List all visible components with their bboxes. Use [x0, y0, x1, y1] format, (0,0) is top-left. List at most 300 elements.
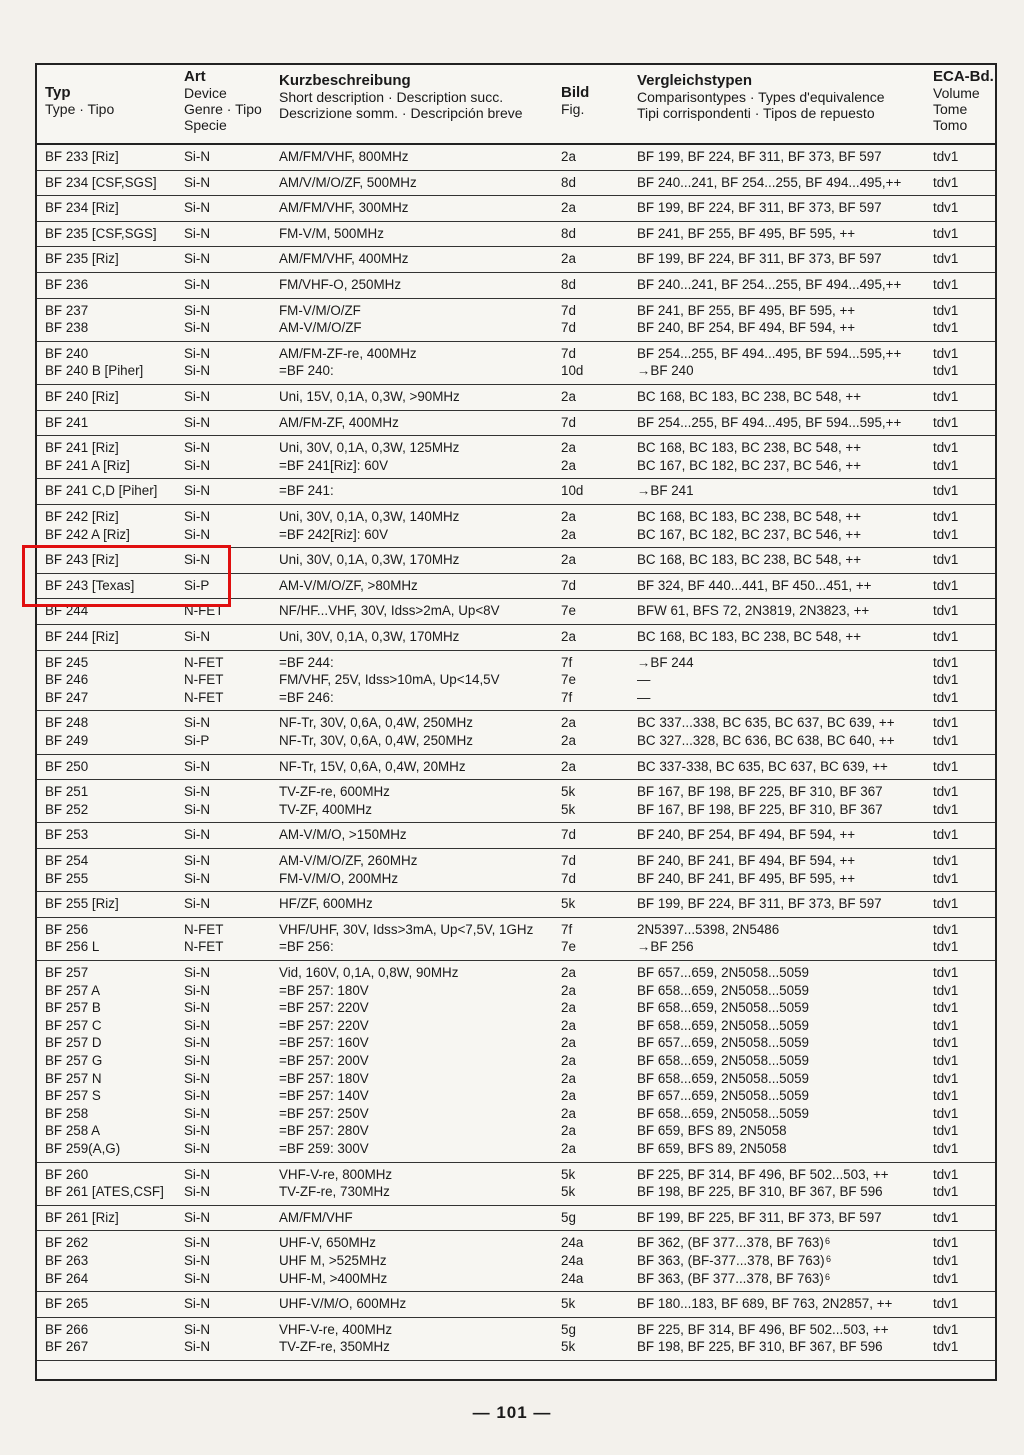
cell-equivalents: BF 659, BFS 89, 2N5058: [637, 1123, 787, 1139]
cell-volume: tdv1: [933, 784, 959, 800]
table-row: [37, 1183, 995, 1201]
table-row: [37, 508, 995, 526]
cell-device: Si-N: [184, 320, 211, 336]
cell-type: BF 249: [45, 732, 89, 748]
table-row-group: [37, 145, 995, 171]
table-row-group: [37, 342, 995, 385]
cell-type: BF 257 D: [45, 1035, 102, 1051]
cell-volume: tdv1: [933, 1000, 959, 1016]
cell-device: Si-N: [184, 1209, 211, 1225]
table-row: [37, 1252, 995, 1270]
cell-figure: 7d: [561, 414, 576, 430]
table-row: [37, 1338, 995, 1356]
table-row-group: [37, 171, 995, 197]
cell-description: TV-ZF, 400MHz: [279, 801, 373, 817]
cell-description: Vid, 160V, 0,1A, 0,8W, 90MHz: [279, 965, 459, 980]
cell-volume: tdv1: [933, 870, 959, 886]
table-row: [37, 689, 995, 707]
cell-description: AM-V/M/O, >150MHz: [279, 827, 407, 843]
cell-device: Si-N: [184, 965, 211, 980]
cell-type: BF 243 [Riz]: [45, 552, 119, 568]
cell-equivalents: BF 658...659, 2N5058...5059: [637, 1000, 809, 1016]
cell-description: =BF 241:: [279, 483, 334, 499]
cell-figure: 2a: [561, 389, 576, 404]
table-row: [37, 199, 995, 217]
table-row: [37, 174, 995, 192]
cell-description: =BF 257: 180V: [279, 1070, 369, 1086]
cell-volume: tdv1: [933, 689, 959, 705]
table-row: [37, 148, 995, 166]
cell-type: BF 265: [45, 1296, 89, 1312]
cell-figure: 7d: [561, 853, 576, 868]
cell-equivalents: —: [637, 672, 651, 688]
cell-type: BF 234 [CSF,SGS]: [45, 174, 157, 190]
cell-equivalents: 2N5397...5398, 2N5486: [637, 921, 780, 937]
table-row: [37, 319, 995, 337]
cell-equivalents: BF 167, BF 198, BF 225, BF 310, BF 367: [637, 784, 883, 800]
cell-equivalents: BF 658...659, 2N5058...5059: [637, 1017, 809, 1033]
cell-equivalents: BF 658...659, 2N5058...5059: [637, 1105, 809, 1121]
cell-device: N-FET: [184, 939, 224, 955]
cell-figure: 2a: [561, 1141, 576, 1156]
cell-description: =BF 257: 160V: [279, 1035, 369, 1051]
cell-type: BF 266: [45, 1321, 89, 1337]
table-row: [37, 362, 995, 380]
cell-volume: tdv1: [933, 921, 959, 937]
cell-device: Si-N: [184, 870, 211, 886]
cell-figure: 2a: [561, 200, 576, 216]
cell-figure: 2a: [561, 629, 576, 644]
footnote-marker: 6: [825, 1271, 831, 1282]
cell-type: BF 260: [45, 1166, 89, 1182]
cell-figure: 24a: [561, 1252, 584, 1268]
table-row: [37, 938, 995, 956]
cell-type: BF 252: [45, 801, 89, 817]
cell-description: =BF 256:: [279, 939, 334, 955]
cell-figure: 2a: [561, 965, 576, 980]
cell-volume: tdv1: [933, 277, 959, 292]
cell-device: N-FET: [184, 921, 224, 937]
cell-device: Si-N: [184, 629, 211, 644]
cell-figure: 2a: [561, 758, 576, 774]
cell-equivalents: BF 180...183, BF 689, BF 763, 2N2857, ++: [637, 1296, 893, 1312]
table-row: [37, 628, 995, 646]
cell-volume: tdv1: [933, 1017, 959, 1033]
table-row: [37, 457, 995, 475]
cell-volume: tdv1: [933, 982, 959, 998]
footnote-marker: 6: [826, 1253, 832, 1264]
cell-volume: tdv1: [933, 1184, 959, 1200]
cell-volume: tdv1: [933, 251, 959, 267]
cell-device: Si-P: [184, 732, 210, 748]
cell-type: BF 257 A: [45, 982, 101, 998]
cell-type: BF 237: [45, 302, 89, 318]
cell-equivalents: BC 168, BC 183, BC 238, BC 548, ++: [637, 440, 862, 456]
table-row-group: [37, 961, 995, 1163]
cell-description: TV-ZF-re, 600MHz: [279, 784, 390, 800]
cell-figure: 2a: [561, 149, 576, 164]
table-row: [37, 439, 995, 457]
cell-volume: tdv1: [933, 345, 959, 361]
header-vergleich: Vergleichstypen Comparisontypes · Types d'equivalence Tipi corrispondenti · Tipos de repuesto: [637, 72, 885, 121]
cell-type: BF 240: [45, 345, 89, 361]
table-row-group: [37, 892, 995, 918]
cell-description: UHF-M, >400MHz: [279, 1270, 388, 1286]
table-row: [37, 414, 995, 432]
cell-device: N-FET: [184, 689, 224, 705]
cell-equivalents: →BF 256: [637, 939, 694, 955]
cell-volume: tdv1: [933, 1123, 959, 1139]
table-row: [37, 870, 995, 888]
cell-equivalents: BF 241, BF 255, BF 495, BF 595, ++: [637, 225, 856, 241]
datasheet-table: [35, 63, 997, 1381]
cell-type: BF 242 [Riz]: [45, 509, 119, 524]
cell-equivalents: BF 657...659, 2N5058...5059: [637, 1088, 809, 1104]
table-row: [37, 302, 995, 320]
cell-device: Si-N: [184, 1184, 211, 1200]
cell-description: AM-V/M/O/ZF: [279, 320, 362, 336]
table-row-group: [37, 299, 995, 342]
cell-device: Si-N: [184, 1000, 211, 1016]
cell-equivalents: —: [637, 689, 651, 705]
cell-equivalents: BC 168, BC 183, BC 238, BC 548, ++: [637, 389, 862, 404]
cell-equivalents: BC 168, BC 183, BC 238, BC 548, ++: [637, 552, 862, 568]
cell-equivalents: BF 658...659, 2N5058...5059: [637, 1070, 809, 1086]
cell-device: Si-N: [184, 827, 211, 843]
cell-device: Si-N: [184, 174, 211, 190]
cell-device: Si-N: [184, 526, 211, 542]
cell-figure: 7d: [561, 870, 576, 886]
cell-device: Si-N: [184, 1123, 211, 1139]
cell-device: Si-N: [184, 483, 211, 499]
cell-type: BF 244 [Riz]: [45, 629, 119, 644]
table-row: [37, 758, 995, 776]
cell-volume: tdv1: [933, 509, 959, 524]
cell-volume: tdv1: [933, 1270, 959, 1286]
header-typ: Typ Type · Tipo: [45, 84, 115, 117]
cell-equivalents: BF 363, (BF 377...378, BF 763): [637, 1270, 824, 1286]
cell-description: =BF 257: 220V: [279, 1017, 369, 1033]
cell-description: NF/HF...VHF, 30V, Idss>2mA, Up<8V: [279, 603, 500, 619]
cell-equivalents: BF 658...659, 2N5058...5059: [637, 1053, 809, 1068]
cell-equivalents: BF 240, BF 241, BF 495, BF 595, ++: [637, 870, 856, 886]
cell-figure: 8d: [561, 225, 576, 241]
cell-volume: tdv1: [933, 200, 959, 216]
cell-device: Si-N: [184, 1035, 211, 1051]
cell-figure: 8d: [561, 277, 576, 292]
cell-description: AM/FM-ZF, 400MHz: [279, 414, 399, 430]
cell-description: AM-V/M/O/ZF, >80MHz: [279, 577, 418, 593]
table-row-group: [37, 505, 995, 548]
cell-equivalents: BC 327...328, BC 636, BC 638, BC 640, ++: [637, 732, 895, 748]
cell-type: BF 255 [Riz]: [45, 896, 119, 912]
cell-figure: 7d: [561, 320, 576, 336]
cell-volume: tdv1: [933, 732, 959, 748]
cell-volume: tdv1: [933, 896, 959, 912]
cell-type: BF 257: [45, 965, 89, 980]
cell-volume: tdv1: [933, 440, 959, 456]
cell-equivalents: BF 254...255, BF 494...495, BF 594...595,++: [637, 345, 902, 361]
cell-volume: tdv1: [933, 939, 959, 955]
cell-description: NF-Tr, 30V, 0,6A, 0,4W, 250MHz: [279, 732, 473, 748]
cell-type: BF 257 S: [45, 1088, 101, 1104]
table-row: [37, 482, 995, 500]
cell-device: Si-N: [184, 414, 211, 430]
cell-equivalents: BF 241, BF 255, BF 495, BF 595, ++: [637, 302, 856, 318]
table-row: [37, 225, 995, 243]
cell-figure: 5k: [561, 784, 576, 800]
cell-figure: 5k: [561, 1184, 576, 1200]
cell-device: Si-N: [184, 389, 211, 404]
cell-device: Si-N: [184, 363, 211, 379]
cell-description: Uni, 15V, 0,1A, 0,3W, >90MHz: [279, 389, 460, 404]
cell-figure: 2a: [561, 440, 576, 456]
cell-figure: 2a: [561, 1070, 576, 1086]
table-row: [37, 1166, 995, 1184]
cell-volume: tdv1: [933, 302, 959, 318]
cell-figure: 7d: [561, 827, 576, 843]
cell-description: FM-V/M/O, 200MHz: [279, 870, 399, 886]
header-kurz: Kurzbeschreibung Short description · Description succ. Descrizione somm. · Descripción breve: [279, 72, 523, 121]
cell-type: BF 235 [CSF,SGS]: [45, 225, 157, 241]
cell-type: BF 246: [45, 672, 89, 688]
table-row-group: [37, 479, 995, 505]
cell-figure: 7e: [561, 603, 576, 619]
table-row-group: [37, 651, 995, 712]
cell-equivalents: BF 198, BF 225, BF 310, BF 367, BF 596: [637, 1339, 883, 1355]
cell-description: =BF 257: 200V: [279, 1053, 369, 1068]
table-row-group: [37, 1163, 995, 1206]
cell-device: Si-N: [184, 302, 211, 318]
cell-type: BF 258 A: [45, 1123, 101, 1139]
cell-description: UHF-V, 650MHz: [279, 1235, 376, 1251]
cell-equivalents: BC 167, BC 182, BC 237, BC 546, ++: [637, 526, 862, 542]
cell-volume: tdv1: [933, 1339, 959, 1355]
table-row-group: [37, 222, 995, 248]
cell-description: =BF 257: 220V: [279, 1000, 369, 1016]
cell-type: BF 235 [Riz]: [45, 251, 119, 267]
footnote-marker: 6: [825, 1236, 831, 1247]
cell-device: N-FET: [184, 672, 224, 688]
cell-figure: 5k: [561, 1296, 576, 1312]
header-art: Art Device Genre · Tipo Specie: [184, 68, 262, 133]
cell-figure: 5k: [561, 1339, 576, 1355]
cell-type: BF 254: [45, 853, 89, 868]
cell-equivalents: →BF 240: [637, 363, 694, 379]
cell-figure: 2a: [561, 509, 576, 524]
table-row: [37, 1140, 995, 1158]
table-row-group: [37, 385, 995, 411]
cell-description: =BF 242[Riz]: 60V: [279, 526, 389, 542]
cell-volume: tdv1: [933, 629, 959, 644]
table-row: [37, 1052, 995, 1070]
cell-device: Si-N: [184, 1105, 211, 1121]
cell-description: UHF M, >525MHz: [279, 1252, 387, 1268]
table-row: [37, 1295, 995, 1313]
page-number: — 101 —: [472, 1403, 552, 1422]
cell-figure: 7d: [561, 345, 576, 361]
cell-volume: tdv1: [933, 552, 959, 568]
cell-equivalents: BF 167, BF 198, BF 225, BF 310, BF 367: [637, 801, 883, 817]
cell-equivalents: BF 240, BF 254, BF 494, BF 594, ++: [637, 827, 856, 843]
cell-description: UHF-V/M/O, 600MHz: [279, 1296, 407, 1312]
cell-figure: 7e: [561, 939, 576, 955]
cell-figure: 5k: [561, 896, 576, 912]
cell-volume: tdv1: [933, 1088, 959, 1104]
cell-type: BF 264: [45, 1270, 89, 1286]
cell-figure: 2a: [561, 251, 576, 267]
cell-equivalents: →BF 244: [637, 654, 694, 670]
cell-figure: 2a: [561, 1035, 576, 1051]
cell-volume: tdv1: [933, 1070, 959, 1086]
table-row: [37, 388, 995, 406]
cell-volume: tdv1: [933, 603, 959, 619]
cell-type: BF 240 B [Piher]: [45, 363, 144, 379]
cell-description: NF-Tr, 30V, 0,6A, 0,4W, 250MHz: [279, 715, 473, 731]
cell-device: Si-N: [184, 1339, 211, 1355]
table-row-group: [37, 1231, 995, 1292]
cell-type: BF 241 C,D [Piher]: [45, 483, 158, 499]
cell-device: Si-N: [184, 225, 211, 241]
cell-volume: tdv1: [933, 526, 959, 542]
table-row-group: [37, 711, 995, 754]
cell-description: =BF 240:: [279, 363, 334, 379]
table-row: [37, 1017, 995, 1035]
table-row-group: [37, 1206, 995, 1232]
cell-description: TV-ZF-re, 350MHz: [279, 1339, 390, 1355]
cell-equivalents: BF 225, BF 314, BF 496, BF 502...503, ++: [637, 1166, 889, 1182]
cell-description: FM-V/M, 500MHz: [279, 225, 384, 241]
cell-description: =BF 246:: [279, 689, 334, 705]
cell-type: BF 241 A [Riz]: [45, 457, 130, 473]
cell-equivalents: BF 198, BF 225, BF 310, BF 367, BF 596: [637, 1184, 883, 1200]
cell-figure: 2a: [561, 1123, 576, 1139]
table-row-group: [37, 1292, 995, 1318]
cell-device: Si-N: [184, 251, 211, 267]
cell-volume: tdv1: [933, 1252, 959, 1268]
cell-type: BF 241: [45, 414, 89, 430]
cell-description: =BF 257: 250V: [279, 1105, 369, 1121]
cell-equivalents: BF 657...659, 2N5058...5059: [637, 1035, 809, 1051]
cell-figure: 24a: [561, 1235, 584, 1251]
cell-volume: tdv1: [933, 1209, 959, 1225]
cell-volume: tdv1: [933, 1035, 959, 1051]
cell-type: BF 250: [45, 758, 89, 774]
table-row: [37, 982, 995, 1000]
table-row: [37, 250, 995, 268]
cell-type: BF 234 [Riz]: [45, 200, 119, 216]
cell-equivalents: BF 324, BF 440...441, BF 450...451, ++: [637, 577, 872, 593]
cell-type: BF 257 B: [45, 1000, 101, 1016]
cell-device: Si-N: [184, 1235, 211, 1251]
cell-description: AM/V/M/O/ZF, 500MHz: [279, 174, 417, 190]
table-row-group: [37, 625, 995, 651]
cell-description: VHF-V-re, 800MHz: [279, 1166, 393, 1182]
table-row: [37, 964, 995, 982]
cell-description: =BF 257: 280V: [279, 1123, 369, 1139]
cell-figure: 2a: [561, 982, 576, 998]
cell-type: BF 261 [ATES,CSF]: [45, 1184, 164, 1200]
cell-figure: 5k: [561, 801, 576, 817]
cell-figure: 7e: [561, 672, 576, 688]
cell-equivalents: BF 363, (BF-377...378, BF 763): [637, 1252, 825, 1268]
cell-type: BF 243 [Texas]: [45, 577, 135, 593]
cell-figure: 10d: [561, 483, 584, 499]
table-row-group: [37, 196, 995, 222]
table-row: [37, 826, 995, 844]
cell-type: BF 257 G: [45, 1053, 103, 1068]
cell-figure: 5g: [561, 1321, 576, 1337]
table-row: [37, 921, 995, 939]
cell-device: Si-N: [184, 1017, 211, 1033]
table-row: [37, 1321, 995, 1339]
cell-equivalents: BF 199, BF 224, BF 311, BF 373, BF 597: [637, 149, 882, 164]
cell-device: Si-N: [184, 1166, 211, 1182]
cell-description: AM/FM/VHF: [279, 1209, 353, 1225]
cell-description: HF/ZF, 600MHz: [279, 896, 373, 912]
cell-device: Si-N: [184, 509, 211, 524]
cell-figure: 2a: [561, 715, 576, 731]
table-row-group: [37, 849, 995, 892]
cell-type: BF 267: [45, 1339, 89, 1355]
cell-volume: tdv1: [933, 1166, 959, 1182]
cell-device: Si-N: [184, 1088, 211, 1104]
cell-figure: 2a: [561, 526, 576, 542]
table-row: [37, 1270, 995, 1288]
cell-figure: 2a: [561, 552, 576, 568]
cell-description: FM-V/M/O/ZF: [279, 302, 361, 318]
cell-description: NF-Tr, 15V, 0,6A, 0,4W, 20MHz: [279, 758, 466, 774]
cell-volume: tdv1: [933, 149, 959, 164]
cell-type: BF 263: [45, 1252, 89, 1268]
cell-volume: tdv1: [933, 758, 959, 774]
cell-type: BF 242 A [Riz]: [45, 526, 130, 542]
cell-type: BF 256 L: [45, 939, 100, 955]
cell-equivalents: BF 225, BF 314, BF 496, BF 502...503, ++: [637, 1321, 889, 1337]
cell-device: Si-N: [184, 758, 211, 774]
cell-volume: tdv1: [933, 483, 959, 499]
cell-volume: tdv1: [933, 1053, 959, 1068]
cell-type: BF 257 C: [45, 1017, 102, 1033]
cell-figure: 5g: [561, 1209, 576, 1225]
cell-volume: tdv1: [933, 715, 959, 731]
highlight-box: [22, 545, 231, 607]
cell-device: Si-N: [184, 1270, 211, 1286]
table-header: [37, 65, 995, 145]
table-row-group: [37, 247, 995, 273]
cell-equivalents: BF 199, BF 225, BF 311, BF 373, BF 597: [637, 1209, 882, 1225]
cell-device: Si-P: [184, 577, 210, 593]
cell-figure: 7d: [561, 577, 576, 593]
cell-description: VHF-V-re, 400MHz: [279, 1321, 393, 1337]
cell-figure: 7d: [561, 302, 576, 318]
cell-type: BF 245: [45, 654, 89, 670]
cell-volume: tdv1: [933, 389, 959, 404]
cell-description: TV-ZF-re, 730MHz: [279, 1184, 390, 1200]
table-row: [37, 1209, 995, 1227]
cell-volume: tdv1: [933, 853, 959, 868]
cell-equivalents: BF 240, BF 254, BF 494, BF 594, ++: [637, 320, 856, 336]
cell-description: AM-V/M/O/ZF, 260MHz: [279, 853, 418, 868]
cell-description: AM/FM/VHF, 400MHz: [279, 251, 409, 267]
cell-volume: tdv1: [933, 174, 959, 190]
table-row-group: [37, 823, 995, 849]
cell-equivalents: BF 240, BF 241, BF 494, BF 594, ++: [637, 853, 856, 868]
cell-type: BF 251: [45, 784, 89, 800]
cell-device: Si-N: [184, 896, 211, 912]
cell-type: BF 258: [45, 1105, 89, 1121]
table-row: [37, 999, 995, 1017]
